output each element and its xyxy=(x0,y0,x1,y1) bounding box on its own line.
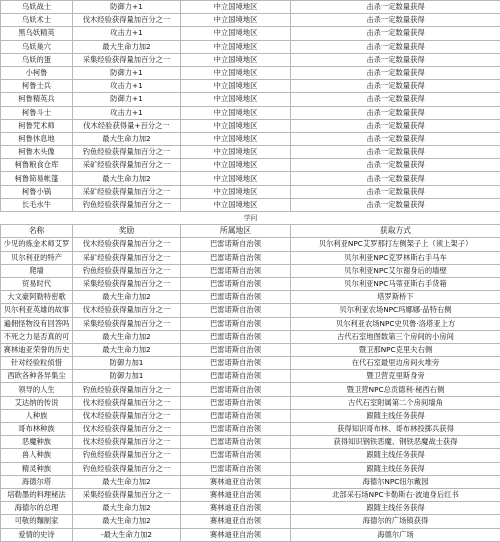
cell-method: 击杀一定数量获得 xyxy=(291,80,500,93)
table-row xyxy=(1,185,500,198)
cell-method: 古代石室地图数第三个房间的小房间 xyxy=(291,330,500,343)
cell-reward: 伐木经验获得量加百分之一 xyxy=(73,304,181,317)
cell-name: 赛林迪亚荣誉的历史 xyxy=(1,343,73,356)
table-row xyxy=(1,291,500,304)
cell-region: 巴雷诺斯自治领 xyxy=(181,264,291,277)
cell-method: 塔罗斯桥下 xyxy=(291,291,500,304)
cell-method: 海德尔的广场镇获得 xyxy=(291,515,500,528)
cell-region: 巴雷诺斯自治领 xyxy=(181,343,291,356)
cell-region: 赛林迪亚自治领 xyxy=(181,488,291,501)
cell-region: 巴雷诺斯自治领 xyxy=(181,357,291,370)
cell-name: 柯鲁士兵 xyxy=(1,80,73,93)
cell-region: 中立国境地区 xyxy=(181,40,291,53)
cell-region: 巴雷诺斯自治领 xyxy=(181,277,291,290)
cell-name: 柯鲁粮食仓库 xyxy=(1,159,73,172)
cell-region: 巴雷诺斯自治领 xyxy=(181,317,291,330)
table-row xyxy=(1,396,500,409)
table-row xyxy=(1,423,500,436)
table-row xyxy=(1,343,500,356)
cell-name: 人种族 xyxy=(1,409,73,422)
section-label-row xyxy=(1,212,500,225)
cell-name: 遍佣怪物没有回答吗 xyxy=(1,317,73,330)
cell-reward: 防御力+1 xyxy=(73,66,181,79)
cell-method: 暨卫营克里斯身旁 xyxy=(291,370,500,383)
cell-name: 长毛水牛 xyxy=(1,198,73,211)
cell-method: 获得知识哥布林、哥布林投掷兵获得 xyxy=(291,423,500,436)
cell-method: 击杀一定数量获得 xyxy=(291,146,500,159)
cell-region: 中立国境地区 xyxy=(181,53,291,66)
cell-region: 巴雷诺斯自治领 xyxy=(181,423,291,436)
cell-method: 贝尔利亚农场NPC史贝鲁·洛塔亚上方 xyxy=(291,317,500,330)
table-row xyxy=(1,159,500,172)
table-row xyxy=(1,264,500,277)
table-row xyxy=(1,198,500,211)
cell-method: 击杀一定数量获得 xyxy=(291,1,500,14)
table-row xyxy=(1,119,500,132)
cell-region: 中立国境地区 xyxy=(181,80,291,93)
cell-name: 柯鲁休息地 xyxy=(1,132,73,145)
cell-reward: 防御力+1 xyxy=(73,1,181,14)
cell-reward: 采矿经验获得量加百分之一 xyxy=(73,159,181,172)
cell-name: 黑乌妖精英 xyxy=(1,27,73,40)
cell-reward: -最大生命力加2 xyxy=(73,528,181,541)
cell-name: 小柯鲁 xyxy=(1,66,73,79)
table-row xyxy=(1,132,500,145)
cell-reward: 最大生命力加2 xyxy=(73,172,181,185)
cell-region: 巴雷诺斯自治领 xyxy=(181,330,291,343)
table-row xyxy=(1,106,500,119)
table-row xyxy=(1,14,500,27)
cell-method: 海德尔广场 xyxy=(291,528,500,541)
cell-method: 击杀一定数量获得 xyxy=(291,185,500,198)
cell-method: 在代石室最里边房间火堆旁 xyxy=(291,357,500,370)
cell-name: 柯鲁精英兵 xyxy=(1,93,73,106)
cell-method: 贝尔利亚NPC克罗林斯右手马车 xyxy=(291,251,500,264)
table-row xyxy=(1,277,500,290)
cell-name: 柯鲁简易帐篷 xyxy=(1,172,73,185)
cell-region: 中立国境地区 xyxy=(181,27,291,40)
bottom-table-body xyxy=(1,238,500,541)
table-row xyxy=(1,370,500,383)
cell-region: 巴雷诺斯自治领 xyxy=(181,238,291,251)
cell-reward: 最大生命力加2 xyxy=(73,475,181,488)
cell-name: 柯鲁木头像 xyxy=(1,146,73,159)
cell-region: 巴雷诺斯自治领 xyxy=(181,304,291,317)
cell-method: 击杀一定数量获得 xyxy=(291,53,500,66)
cell-method: 北部采石场NPC卡勒斯右·波迪身后红书 xyxy=(291,488,500,501)
table-row xyxy=(1,40,500,53)
cell-reward: 采集经验获得量加百分之一 xyxy=(73,277,181,290)
table-row xyxy=(1,515,500,528)
cell-reward: 最大生命力加2 xyxy=(73,330,181,343)
cell-reward: 钓鱼经验获得量加百分之一 xyxy=(73,264,181,277)
cell-reward: 伐木经验获得量加百分之一 xyxy=(73,396,181,409)
table-row xyxy=(1,383,500,396)
table-row xyxy=(1,528,500,541)
cell-name: 针对经验粒侦惜 xyxy=(1,357,73,370)
cell-name: 贝尔利亚的特产 xyxy=(1,251,73,264)
cell-region: 中立国境地区 xyxy=(181,106,291,119)
cell-name: 爬墙 xyxy=(1,264,73,277)
cell-method: 击杀一定数量获得 xyxy=(291,198,500,211)
cell-method: 击杀一定数量获得 xyxy=(291,119,500,132)
table-row xyxy=(1,436,500,449)
cell-reward: 采集经验获得量加百分之一 xyxy=(73,317,181,330)
cell-name: 贝尔利亚英雄的故事 xyxy=(1,304,73,317)
cell-region: 巴雷诺斯自治领 xyxy=(181,396,291,409)
cell-method: 暨卫那NPC克里夫右侧 xyxy=(291,343,500,356)
cell-reward: 钓鱼经验获得量加百分之一 xyxy=(73,198,181,211)
table-row xyxy=(1,146,500,159)
cell-name: 柯鲁斗士 xyxy=(1,106,73,119)
cell-method: 击杀一定数量获得 xyxy=(291,27,500,40)
cell-reward: 最大生命力加2 xyxy=(73,343,181,356)
cell-method: 贝尔利亚NPC艾尔谢身后的墙壁 xyxy=(291,264,500,277)
cell-reward: 采集经验获得量加百分之一 xyxy=(73,488,181,501)
cell-method: 古代石室附属第二个房间墙角 xyxy=(291,396,500,409)
cell-reward: 伐木经验获得量加百分之一 xyxy=(73,14,181,27)
table-row xyxy=(1,330,500,343)
cell-region: 巴雷诺斯自治领 xyxy=(181,449,291,462)
header-reward: 奖励 xyxy=(73,225,181,238)
cell-name: 哥布林种族 xyxy=(1,423,73,436)
cell-method: 海德尔NPC纽尔戴园 xyxy=(291,475,500,488)
cell-name: 领导的人生 xyxy=(1,383,73,396)
cell-region: 巴雷诺斯自治领 xyxy=(181,436,291,449)
cell-reward: 防御力加1 xyxy=(73,357,181,370)
cell-region: 巴雷诺斯自治领 xyxy=(181,291,291,304)
cell-reward: 钓鱼经验获得量加百分之一 xyxy=(73,146,181,159)
cell-reward: 最大生命力加2 xyxy=(73,291,181,304)
table-row xyxy=(1,409,500,422)
cell-method: 击杀一定数量获得 xyxy=(291,14,500,27)
cell-method: 贝尔利亚NPC马蒂亚斯右手货箱 xyxy=(291,277,500,290)
cell-region: 中立国境地区 xyxy=(181,172,291,185)
cell-reward: 攻击力+1 xyxy=(73,80,181,93)
cell-name: 大文豪阿勒特密歌 xyxy=(1,291,73,304)
cell-method: 跟随主线任务获得 xyxy=(291,502,500,515)
cell-name: 培勒墨的料理秘法 xyxy=(1,488,73,501)
cell-reward: 最大生命力加2 xyxy=(73,132,181,145)
table-row xyxy=(1,462,500,475)
cell-region: 中立国境地区 xyxy=(181,185,291,198)
table-row xyxy=(1,1,500,14)
cell-method: 跟随主线任务获得 xyxy=(291,462,500,475)
cell-region: 中立国境地区 xyxy=(181,146,291,159)
cell-reward: 伐木经验获得量加百分之一 xyxy=(73,423,181,436)
cell-reward: 最大生命力加2 xyxy=(73,502,181,515)
cell-name: 少见的炼金术师艾罗 xyxy=(1,238,73,251)
cell-method: 击杀一定数量获得 xyxy=(291,172,500,185)
cell-name: 贸易时代 xyxy=(1,277,73,290)
header-row xyxy=(1,225,500,238)
cell-reward: 采矿经验获得量加百分之一 xyxy=(73,251,181,264)
cell-name: 爱情的史诗 xyxy=(1,528,73,541)
cell-name: 乌妖的蛋 xyxy=(1,53,73,66)
cell-name: 海德尔塔 xyxy=(1,475,73,488)
cell-region: 赛林迪亚自治领 xyxy=(181,475,291,488)
cell-reward: 伐木经验获得量加百分之一 xyxy=(73,409,181,422)
cell-method: 击杀一定数量获得 xyxy=(291,66,500,79)
cell-reward: 最大生命力加2 xyxy=(73,515,181,528)
cell-method: 击杀一定数量获得 xyxy=(291,159,500,172)
cell-region: 中立国境地区 xyxy=(181,14,291,27)
cell-method: 暨卫营NPC总贡德利·秘西右侧 xyxy=(291,383,500,396)
cell-name: 乌妖巢穴 xyxy=(1,40,73,53)
cell-region: 中立国境地区 xyxy=(181,159,291,172)
cell-region: 中立国境地区 xyxy=(181,1,291,14)
cell-name: 海德尔的总理 xyxy=(1,502,73,515)
cell-region: 巴雷诺斯自治领 xyxy=(181,383,291,396)
cell-region: 中立国境地区 xyxy=(181,119,291,132)
cell-method: 获得知识钢铁恶魔、钢铁恶魔战士获得 xyxy=(291,436,500,449)
cell-region: 巴雷诺斯自治领 xyxy=(181,251,291,264)
cell-name: 精灵种族 xyxy=(1,462,73,475)
table-row xyxy=(1,475,500,488)
cell-region: 巴雷诺斯自治领 xyxy=(181,370,291,383)
cell-region: 巴雷诺斯自治领 xyxy=(181,409,291,422)
table-row xyxy=(1,317,500,330)
cell-name: 乌妖战士 xyxy=(1,1,73,14)
cell-reward: 伐木经验获得量加百分之一 xyxy=(73,436,181,449)
table-row xyxy=(1,357,500,370)
cell-name: 柯鲁小锅 xyxy=(1,185,73,198)
cell-name: 可敬的麵制家 xyxy=(1,515,73,528)
table-row xyxy=(1,488,500,501)
table-row xyxy=(1,172,500,185)
cell-reward: 采矿经验获得量加百分之一 xyxy=(73,185,181,198)
cell-reward: 采集经验获得量加百分之一 xyxy=(73,53,181,66)
cell-method: 跟随主线任务获得 xyxy=(291,409,500,422)
cell-name: 艾达纳的传说 xyxy=(1,396,73,409)
cell-reward: 伐木经验获得量+百分之一 xyxy=(73,119,181,132)
cell-region: 赛林迪亚自治领 xyxy=(181,528,291,541)
cell-reward: 钓鱼经验获得量加百分之一 xyxy=(73,462,181,475)
table-row xyxy=(1,502,500,515)
cell-region: 中立国境地区 xyxy=(181,198,291,211)
cell-reward: 攻击力+1 xyxy=(73,27,181,40)
table-row xyxy=(1,53,500,66)
cell-name: 兽人种族 xyxy=(1,449,73,462)
cell-method: 击杀一定数量获得 xyxy=(291,93,500,106)
cell-reward: 伐木经验获得量加百分之一 xyxy=(73,238,181,251)
cell-region: 赛林迪亚自治领 xyxy=(181,515,291,528)
table-row xyxy=(1,27,500,40)
cell-region: 赛林迪亚自治领 xyxy=(181,502,291,515)
table-row xyxy=(1,251,500,264)
cell-reward: 攻击力+1 xyxy=(73,106,181,119)
table-row xyxy=(1,238,500,251)
cell-region: 巴雷诺斯自治领 xyxy=(181,462,291,475)
cell-reward: 钓鱼经验获得量加百分之一 xyxy=(73,449,181,462)
cell-name: 恶魔种族 xyxy=(1,436,73,449)
cell-name: 柯鲁咒术师 xyxy=(1,119,73,132)
table-row xyxy=(1,304,500,317)
header-region: 所属地区 xyxy=(181,225,291,238)
cell-region: 中立国境地区 xyxy=(181,66,291,79)
top-table-body xyxy=(1,1,500,212)
knowledge-section xyxy=(1,212,500,238)
cell-reward: 最大生命力加2 xyxy=(73,40,181,53)
cell-reward: 防御力加1 xyxy=(73,370,181,383)
cell-method: 击杀一定数量获得 xyxy=(291,106,500,119)
cell-reward: 防御力+1 xyxy=(73,93,181,106)
cell-region: 中立国境地区 xyxy=(181,132,291,145)
cell-method: 击杀一定数量获得 xyxy=(291,132,500,145)
table-row xyxy=(1,93,500,106)
header-name: 名称 xyxy=(1,225,73,238)
cell-reward: 钓鱼经验获得量加百分之一 xyxy=(73,383,181,396)
cell-name: 乌妖术士 xyxy=(1,14,73,27)
cell-name: 西欧各种各异集尘 xyxy=(1,370,73,383)
cell-method: 贝尔利亚NPC艾罗那打左侧架子上（须上架子） xyxy=(291,238,500,251)
cell-method: 跟随主线任务获得 xyxy=(291,449,500,462)
section-label: 学问 xyxy=(1,212,500,225)
header-method: 获取方式 xyxy=(291,225,500,238)
table-row xyxy=(1,66,500,79)
table-row xyxy=(1,80,500,93)
cell-name: 不死之力是否真的可 xyxy=(1,330,73,343)
cell-method: 击杀一定数量获得 xyxy=(291,40,500,53)
cell-method: 贝尔利亚农场NPC玛娜娜·品特右侧 xyxy=(291,304,500,317)
table-row xyxy=(1,449,500,462)
cell-region: 中立国境地区 xyxy=(181,93,291,106)
